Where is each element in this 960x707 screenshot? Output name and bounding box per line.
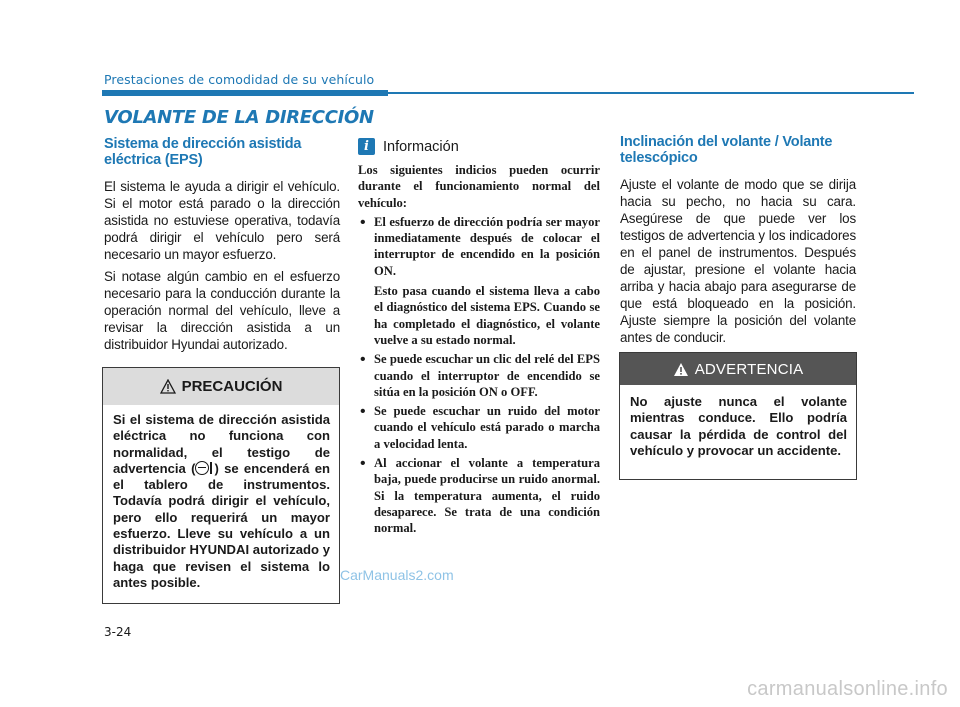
list-item — [358, 403, 600, 452]
eps-warning-lamp-icon — [195, 461, 209, 475]
column-left — [104, 136, 340, 358]
info-bullet-3-text: • Se puede escuchar un ruido del motor cuando el vehículo está parado o marcha a velocidad lenta. — [374, 404, 600, 451]
list-item — [358, 214, 600, 348]
info-title: Información — [383, 138, 459, 155]
tilt-heading: Inclinación del volante / Volante telescópico — [620, 134, 833, 166]
warning-box — [619, 352, 857, 480]
column-right — [620, 134, 856, 351]
caution-text — [103, 405, 339, 591]
caution-box — [102, 367, 340, 604]
eps-warning-lamp-bar-icon — [210, 462, 212, 474]
watermark-link[interactable]: CarManuals2.com — [340, 567, 454, 583]
info-intro: Los siguientes indicios pueden ocurrir durante el funcionamiento normal del vehículo: — [358, 163, 600, 210]
warning-header — [620, 353, 856, 385]
warning-triangle-icon — [673, 362, 689, 377]
list-item — [358, 351, 600, 400]
caution-text-part-1: Si el sistema de dirección asistida eléctrica no funciona con normalidad, el testigo de advertencia ( — [113, 412, 330, 476]
header-accent-bar — [102, 90, 388, 96]
tilt-paragraph: Ajuste el volante de modo que se dirija hacia su pecho, no hacia su cara. Asegúrese de que puede ver los testigos de advertencia y los indicadores en el panel de instrumentos. Después de ajustar, presione el volante hacia arriba y hacia abajo para asegurarse de que está bloqueado en la posición. Ajuste siempre la posición del volante antes de conducir. — [620, 177, 856, 345]
caution-header — [103, 368, 339, 405]
caution-triangle-icon — [160, 379, 176, 394]
info-header — [358, 138, 600, 155]
column-middle — [358, 138, 600, 540]
info-bullet-2-text: • Se puede escuchar un clic del relé del EPS cuando el interruptor de encendido se sitúa en la posición ON o OFF. — [374, 352, 600, 399]
warning-text: No ajuste nunca el volante mientras conduce. Ello podría causar la pérdida de control del vehículo y provocar un accidente. — [630, 394, 847, 458]
caution-text-part-2: ) se encenderá en el tablero de instrumentos. Todavía podrá dirigir el vehículo, pero ello requerirá un mayor esfuerzo. Lleve su vehículo a un distribuidor HYUNDAI autorizado y haga que revisen el sistema lo antes posible. — [113, 460, 331, 590]
footer-watermark: carmanualsonline.info — [747, 678, 948, 700]
info-icon: i — [358, 138, 375, 155]
info-bullet-1-text-2: Esto pasa cuando el sistema lleva a cabo el diagnóstico del sistema EPS. Cuando se ha completado el diagnóstico, el volante vuelve a su estado normal. — [374, 284, 600, 347]
warning-title: ADVERTENCIA — [694, 360, 804, 378]
section-title: VOLANTE DE LA DIRECCIÓN — [104, 107, 374, 128]
caution-title: PRECAUCIÓN — [181, 378, 283, 395]
page-number: 3-24 — [104, 625, 132, 639]
eps-paragraph-2: Si notase algún cambio en el esfuerzo necesario para la conducción durante la operación normal del vehículo, lleve a revisar la dirección asistida a un distribuidor Hyundai autorizado. — [104, 269, 340, 352]
list-item — [358, 455, 600, 536]
chapter-header: Prestaciones de comodidad de su vehículo — [104, 72, 375, 87]
header-rule — [388, 92, 914, 94]
eps-paragraph-1: El sistema le ayuda a dirigir el vehículo. Si el motor está parado o la dirección asistida no estuviese operativa, todavía podrá dirigir el vehículo pero será necesario un mayor esfuerzo. — [104, 179, 340, 262]
info-bullet-4-text: • Al accionar el volante a temperatura baja, puede producirse un ruido anormal. Si la temperatura aumenta, el ruido desaparece. Se trata de una condición normal. — [374, 456, 600, 536]
info-bullet-list — [358, 214, 600, 537]
eps-heading: Sistema de dirección asistida eléctrica (EPS) — [104, 136, 302, 168]
info-bullet-1-text: • El esfuerzo de dirección podría ser mayor inmediatamente después de colocar el interruptor de encendido en la posición ON. — [374, 214, 600, 278]
